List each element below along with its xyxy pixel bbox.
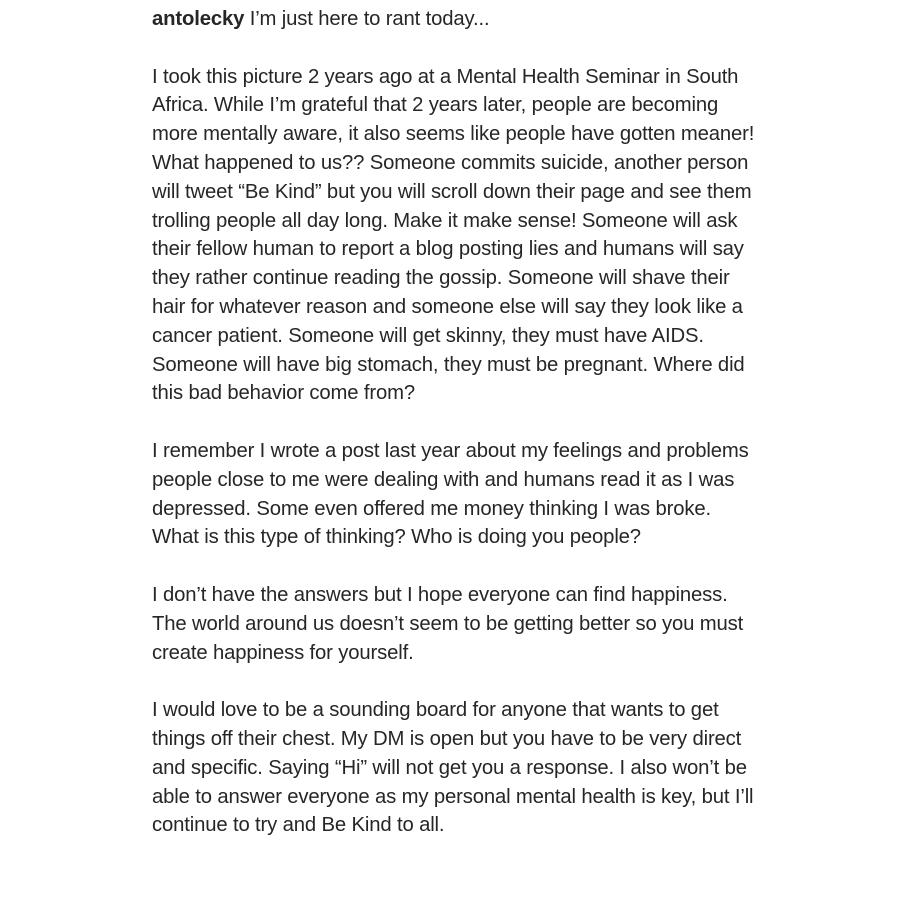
username-link[interactable]: antolecky: [152, 8, 245, 30]
caption-paragraph-1: I took this picture 2 years ago at a Mental Health Seminar in South Africa. While I’m grateful that 2 years later, people are becoming more mentally aware, it also seems like people have gotten meaner! What happened to us?? Someone commits suicide, another person will tweet “Be Kind” but you will scroll down their page and see them trolling people all day long. Make it make sense! Someone will ask their fellow human to report a blog posting lies and humans will say they rather continue reading the gossip. Someone will shave their hair for whatever reason and someone else will say they look like a cancer patient. Someone will get skinny, they must have AIDS. Someone will have big stomach, they must be pregnant. Where did this bad behavior come from?: [152, 65, 755, 405]
caption-paragraph-4: I would love to be a sounding board for anyone that wants to get things off their chest. My DM is open but you have to be very direct and specific. Saying “Hi” will not get you a response. I also won’t be able to answer everyone as my personal mental health is key, but I’ll continue to try and Be Kind to all.: [152, 699, 754, 837]
caption-header: [152, 5, 762, 34]
post-caption: [152, 5, 762, 840]
caption-paragraph-3: I don’t have the answers but I hope everyone can find happiness. The world around us doesn’t seem to be getting better so you must create happiness for yourself.: [152, 583, 744, 664]
caption-intro: I’m just here to rant today...: [244, 8, 490, 30]
caption-paragraph-2: I remember I wrote a post last year about my feelings and problems people close to me were dealing with and humans read it as I was depressed. Some even offered me money thinking I was broke. What is this type of thinking? Who is doing you people?: [152, 439, 749, 549]
